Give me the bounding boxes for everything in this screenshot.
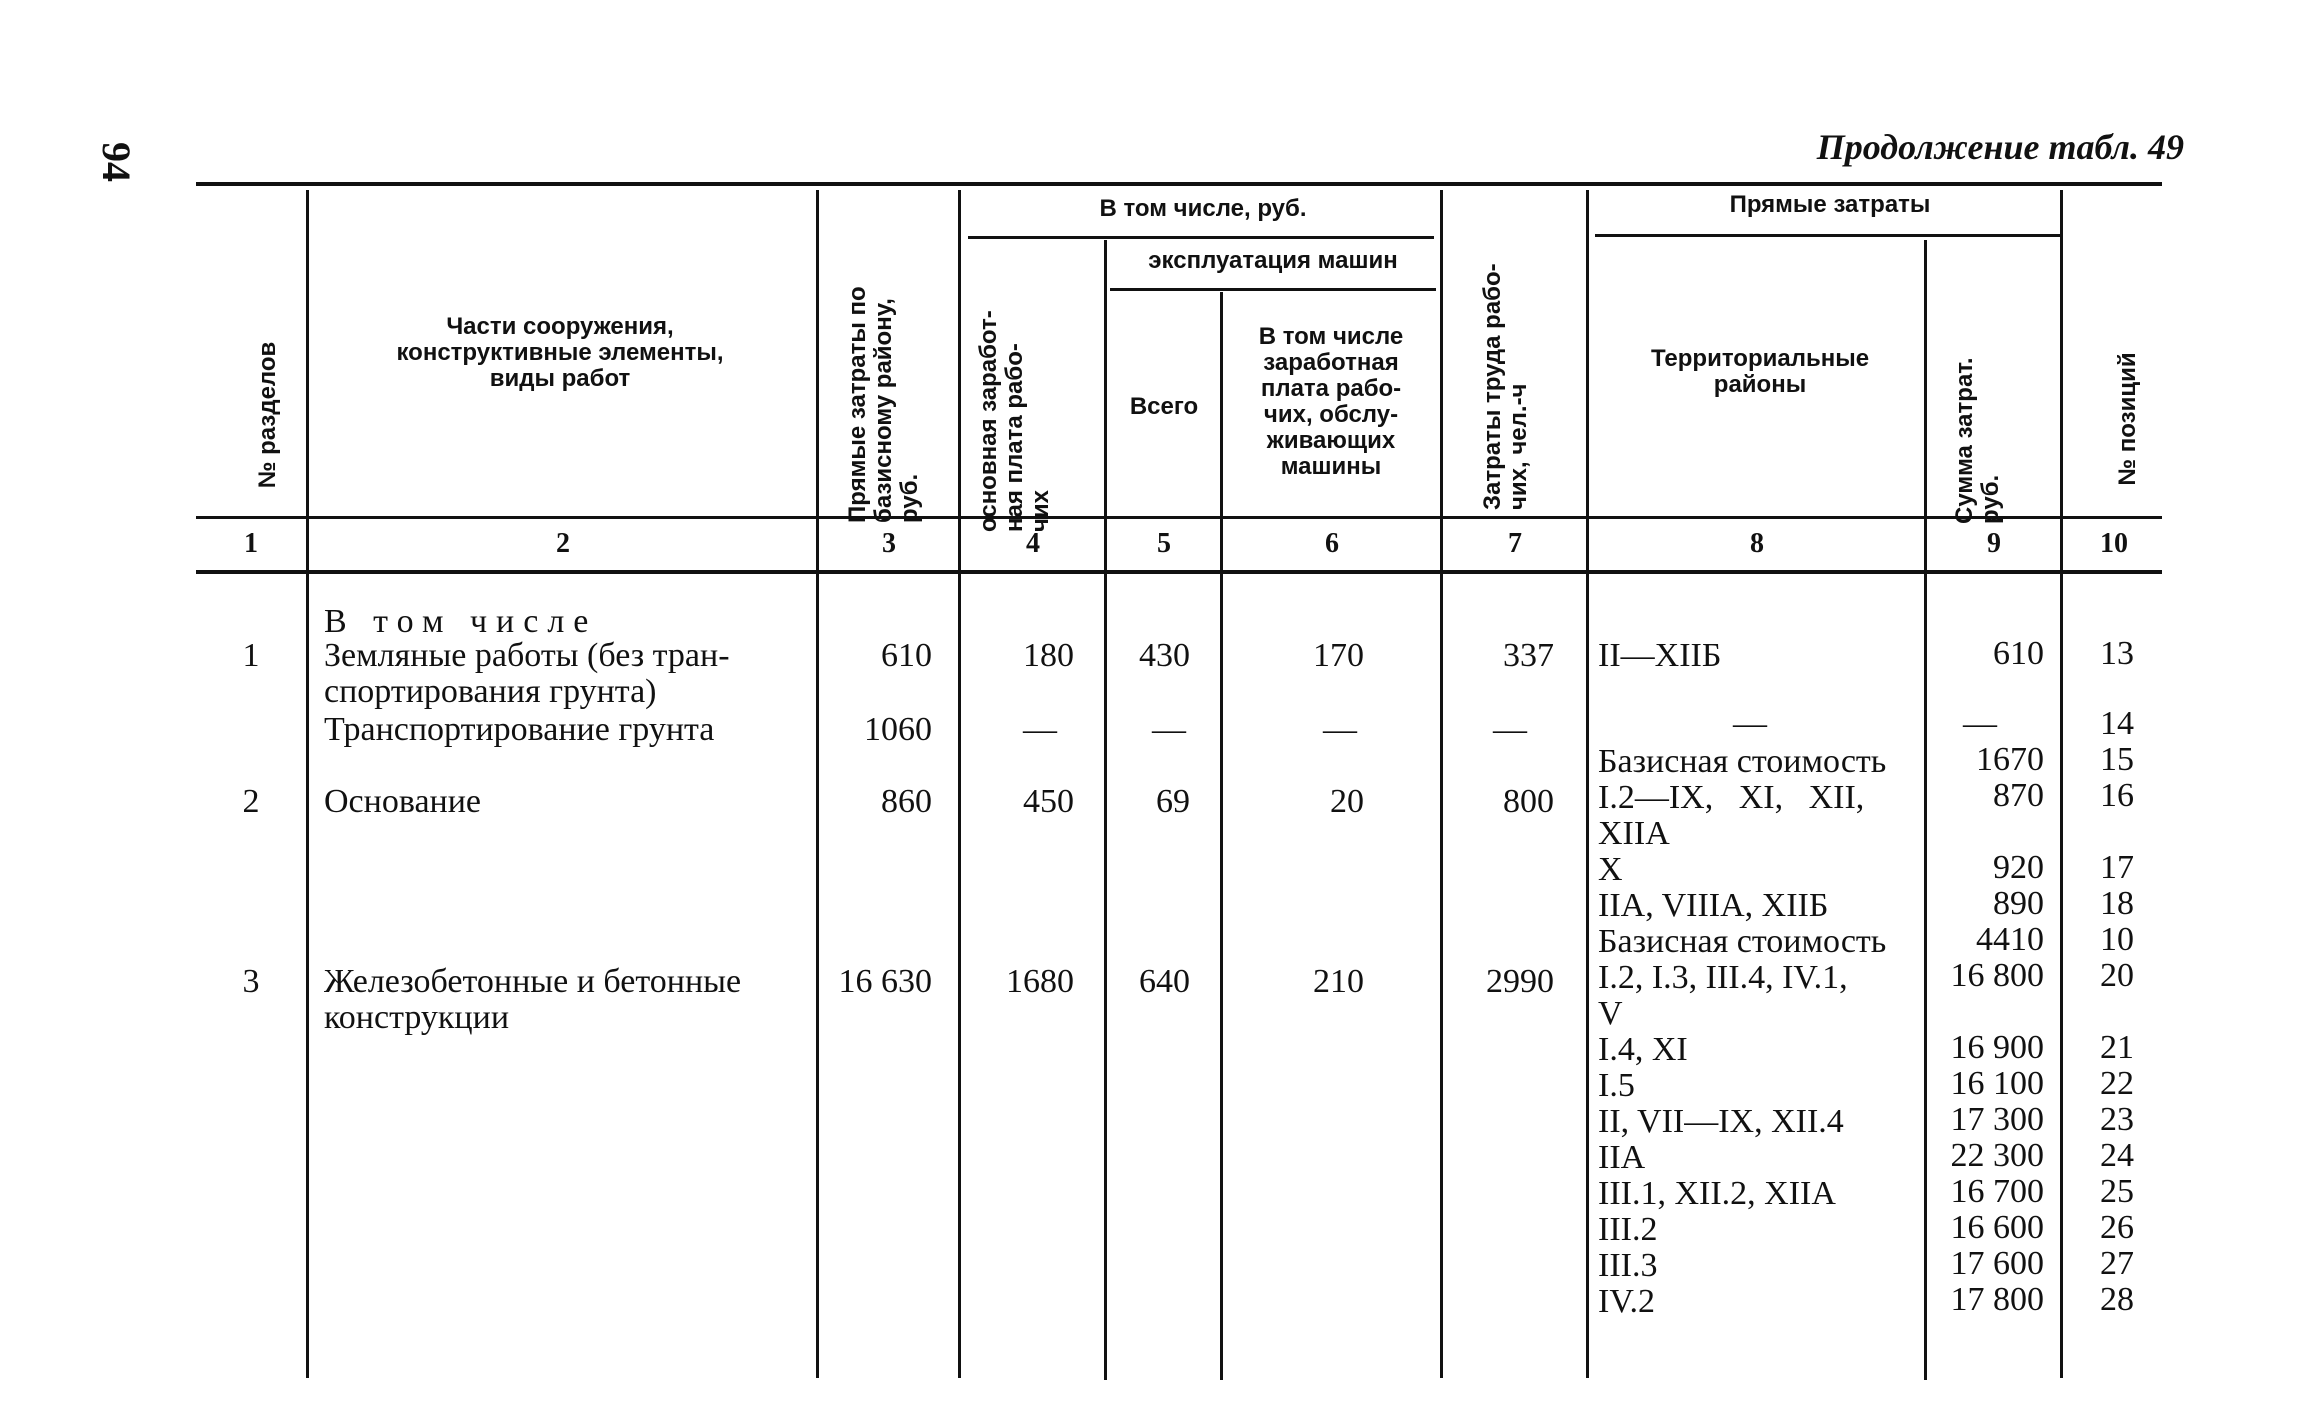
row3-machine-wages: 20: [1330, 783, 1364, 820]
divider-8-9: [1924, 240, 1927, 1380]
region-line: Базисная стоимость: [1598, 923, 1887, 960]
colnum-9: 9: [1987, 528, 2001, 559]
row2-wages: —: [1023, 711, 1057, 748]
header-col10: № позиций: [2114, 352, 2141, 486]
region-position: 26: [2100, 1209, 2134, 1246]
region-position: 18: [2100, 885, 2134, 922]
table-caption: Продолжение табл. 49: [1816, 127, 2184, 167]
region-position: 27: [2100, 1245, 2134, 1282]
header-col4: основная заработ- ная плата рабо- чих: [975, 310, 1054, 532]
region-sum: 16 800: [1950, 957, 2044, 994]
row3-name: Основание: [324, 783, 482, 820]
region-sum: 17 600: [1950, 1245, 2044, 1282]
region-line: —: [1733, 705, 1767, 742]
colnum-bottom-rule: [196, 570, 2162, 574]
row2-machine-wages: —: [1323, 711, 1357, 748]
header-group-machines: эксплуатация машин: [1148, 247, 1398, 274]
header-rule-direct: [1595, 234, 2063, 237]
region-line: V: [1598, 995, 1623, 1032]
colnum-3: 3: [882, 528, 896, 559]
row1-wages: 180: [1023, 637, 1074, 674]
divider-9-10: [2060, 190, 2063, 1378]
header-col5: Всего: [1129, 393, 1199, 420]
region-sum: 4410: [1976, 921, 2044, 958]
region-sum: 17 300: [1950, 1101, 2044, 1138]
region-sum: 16 600: [1950, 1209, 2044, 1246]
colnum-1: 1: [244, 528, 258, 559]
region-line: IIA: [1598, 1139, 1646, 1176]
row3-labor: 800: [1503, 783, 1554, 820]
divider-4-5: [1104, 240, 1107, 1380]
header-col8: Территориальные районы: [1650, 345, 1870, 398]
row4-machines: 640: [1139, 963, 1190, 1000]
region-line: I.4, XI: [1598, 1031, 1688, 1068]
row3-section: 2: [242, 783, 260, 820]
header-col7: Затраты труда рабо- чих, чел.-ч: [1479, 263, 1532, 510]
row4-name: Железобетонные и бетонные конструкции: [324, 963, 742, 1036]
divider-2-3: [816, 190, 819, 1378]
region-line: I.2, I.3, III.4, IV.1,: [1598, 959, 1848, 996]
table-top-rule: [196, 182, 2162, 186]
row1-section: 1: [242, 637, 260, 674]
region-position: 21: [2100, 1029, 2134, 1066]
region-sum: 920: [1993, 849, 2044, 886]
region-line: I.5: [1598, 1067, 1635, 1104]
region-sum: 1670: [1976, 741, 2044, 778]
region-line: III.1, XII.2, XIIA: [1598, 1175, 1836, 1212]
colnum-7: 7: [1508, 528, 1522, 559]
row2-machines: —: [1152, 711, 1186, 748]
row2-labor: —: [1493, 711, 1527, 748]
row1-labor: 337: [1503, 637, 1554, 674]
region-position: 14: [2100, 705, 2134, 742]
header-col3: Прямые затраты по базисному району, руб.: [844, 286, 923, 523]
region-sum: 890: [1993, 885, 2044, 922]
region-position: 15: [2100, 741, 2134, 778]
region-sum: 17 800: [1950, 1281, 2044, 1318]
row1-machine-wages: 170: [1313, 637, 1364, 674]
region-position: 22: [2100, 1065, 2134, 1102]
header-rule-group-rub: [968, 236, 1434, 239]
row4-machine-wages: 210: [1313, 963, 1364, 1000]
row3-cost: 860: [881, 783, 932, 820]
header-bottom-rule: [196, 516, 2162, 519]
region-sum: 870: [1993, 777, 2044, 814]
row4-wages: 1680: [1006, 963, 1074, 1000]
page-number: 94: [94, 142, 139, 182]
region-line: IIA, VIIIA, XIIБ: [1598, 887, 1829, 924]
region-position: 13: [2100, 635, 2134, 672]
divider-1-2: [306, 190, 309, 1378]
region-line: III.2: [1598, 1211, 1658, 1248]
region-sum: 610: [1993, 635, 2044, 672]
header-col2: Части сооружения, конструктивные элементы, виды работ: [396, 313, 724, 392]
row1-machines: 430: [1139, 637, 1190, 674]
region-position: 24: [2100, 1137, 2134, 1174]
region-line: X: [1598, 851, 1623, 888]
row2-name: Транспортирование грунта: [324, 711, 715, 748]
region-position: 28: [2100, 1281, 2134, 1318]
header-col1: № разделов: [254, 341, 281, 489]
region-sum: 16 700: [1950, 1173, 2044, 1210]
divider-5-6: [1220, 292, 1223, 1380]
colnum-5: 5: [1157, 528, 1171, 559]
region-sum: 16 900: [1950, 1029, 2044, 1066]
region-line: I.2—IX, XI, XII,: [1598, 779, 1865, 816]
region-sum: 22 300: [1950, 1137, 2044, 1174]
colnum-2: 2: [556, 528, 570, 559]
region-position: 10: [2100, 921, 2134, 958]
region-line: Базисная стоимость: [1598, 743, 1887, 780]
colnum-10: 10: [2100, 528, 2128, 559]
row2-cost: 1060: [864, 711, 932, 748]
region-position: 17: [2100, 849, 2134, 886]
region-sum: —: [1963, 705, 1997, 742]
header-group-rub: В том числе, руб.: [1099, 195, 1307, 222]
region-line: II, VII—IX, XII.4: [1598, 1103, 1844, 1140]
row3-machines: 69: [1156, 783, 1190, 820]
colnum-8: 8: [1750, 528, 1764, 559]
region-line: III.3: [1598, 1247, 1658, 1284]
divider-6-7: [1440, 190, 1443, 1378]
row4-labor: 2990: [1486, 963, 1554, 1000]
header-col9: Сумма затрат. руб.: [1951, 357, 2004, 524]
subheading-including: В том числе: [324, 603, 598, 640]
colnum-6: 6: [1325, 528, 1339, 559]
row4-cost: 16 630: [838, 963, 932, 1000]
header-rule-machines: [1110, 288, 1436, 291]
region-line: IV.2: [1598, 1283, 1655, 1320]
region-position: 16: [2100, 777, 2134, 814]
header-group-direct: Прямые затраты: [1729, 191, 1931, 218]
row1-name: Земляные работы (без тран- спортирования грунта): [324, 637, 730, 710]
row1-cost: 610: [881, 637, 932, 674]
row3-wages: 450: [1023, 783, 1074, 820]
divider-7-8: [1586, 190, 1589, 1378]
header-col6: В том числе заработная плата рабо- чих, обслу- живающих машины: [1258, 323, 1404, 480]
region-position: 25: [2100, 1173, 2134, 1210]
colnum-4: 4: [1026, 528, 1040, 559]
region-line: XIIA: [1598, 815, 1670, 852]
divider-3-4: [958, 190, 961, 1378]
region-position: 20: [2100, 957, 2134, 994]
region-line: II—XIIБ: [1598, 637, 1722, 674]
region-position: 23: [2100, 1101, 2134, 1138]
row4-section: 3: [242, 963, 260, 1000]
region-sum: 16 100: [1950, 1065, 2044, 1102]
